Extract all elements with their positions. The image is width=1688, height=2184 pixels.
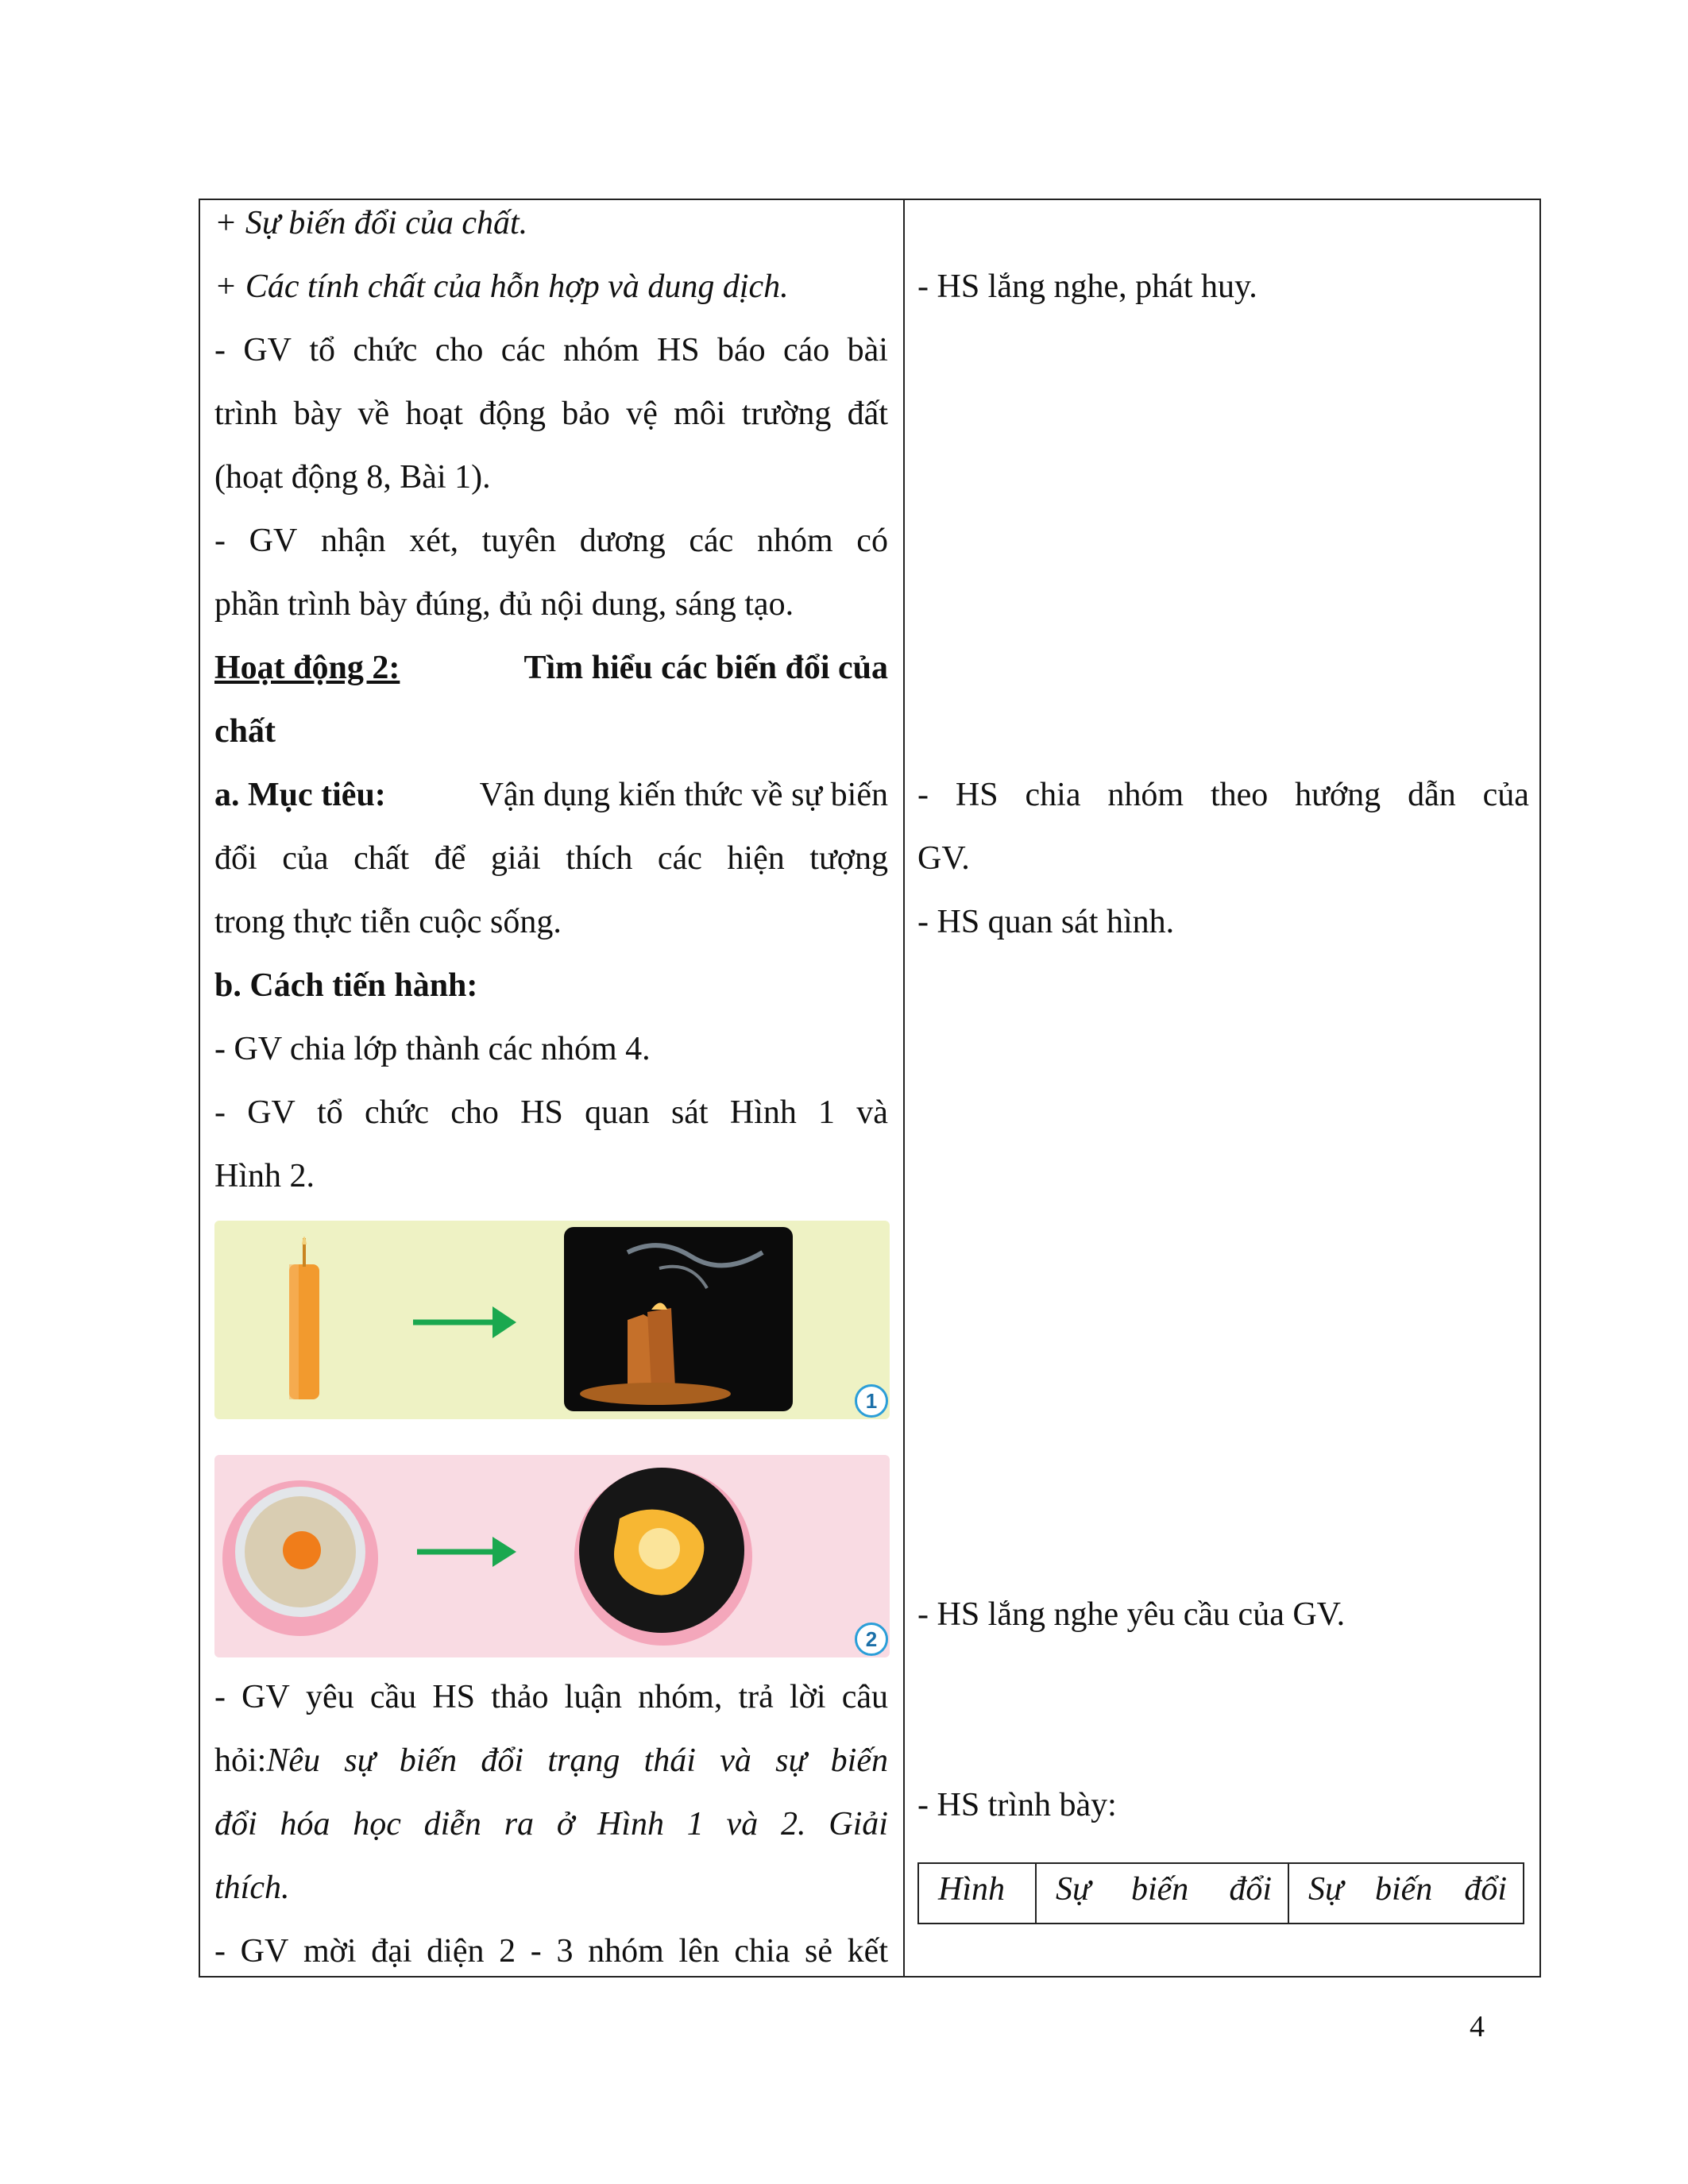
page-number: 4 — [1470, 2010, 1485, 2043]
procedure-heading: b. Cách tiến hành: — [214, 967, 478, 1004]
left-line-12: trong thực tiễn cuộc sống. — [214, 904, 562, 940]
word: - — [214, 1933, 226, 1970]
word: cáo — [782, 332, 830, 369]
left-line-15 — [214, 1096, 888, 1129]
word: hiện — [727, 840, 785, 877]
word: chức — [353, 332, 418, 369]
word: sẻ — [805, 1933, 833, 1970]
word: môi — [674, 396, 726, 432]
word: HS — [520, 1094, 563, 1131]
word: nhóm — [562, 332, 639, 369]
lesson-table — [199, 199, 1541, 1978]
word: 1 — [686, 1806, 704, 1843]
left-line-14: - GV chia lớp thành các nhóm 4. — [214, 1031, 651, 1067]
word: chức — [365, 1094, 430, 1131]
word: 2. — [780, 1806, 806, 1843]
word: nhóm — [1107, 777, 1184, 813]
word: sát — [670, 1094, 709, 1131]
word: quan — [585, 1094, 650, 1131]
word: - — [917, 777, 929, 813]
word: 3 — [556, 1933, 574, 1970]
word: theo — [1210, 777, 1269, 813]
word: bày — [293, 396, 342, 432]
left-line-11 — [214, 842, 888, 875]
left-line-6 — [214, 524, 888, 558]
word: trường — [741, 396, 832, 432]
egg-illustration — [214, 1455, 890, 1657]
word: các — [500, 332, 546, 369]
right-line-5: - HS lắng nghe yêu cầu của GV. — [917, 1596, 1346, 1633]
left-line-20: thích. — [214, 1870, 290, 1906]
objective-text: Vận dụng kiến thức về sự biến — [479, 777, 888, 813]
word: biến — [1374, 1871, 1433, 1908]
right-line-6: - HS trình bày: — [917, 1787, 1117, 1823]
word: đại — [371, 1933, 412, 1970]
left-line-18 — [214, 1744, 888, 1777]
result-table — [917, 1862, 1524, 1924]
right-line-1: - HS lắng nghe, phát huy. — [917, 268, 1257, 305]
word: 1 — [818, 1094, 836, 1131]
candle-illustration — [214, 1221, 890, 1419]
word: HS — [955, 777, 999, 813]
word: xét, — [409, 523, 459, 559]
word: chia — [734, 1933, 790, 1970]
word: các — [689, 523, 734, 559]
word: GV — [243, 332, 292, 369]
word: - — [214, 1679, 226, 1715]
right-line-3: GV. — [917, 840, 970, 877]
word: Hình — [597, 1806, 665, 1843]
left-line-21 — [214, 1935, 888, 1968]
word: của — [1482, 777, 1529, 813]
word: trả — [738, 1679, 774, 1715]
left-line-16: Hình 2. — [214, 1158, 315, 1194]
word: - — [214, 1094, 226, 1131]
left-line-1: + Sự biến đổi của chất. — [214, 205, 528, 241]
word: và — [856, 1094, 888, 1131]
word: cho — [450, 1094, 499, 1131]
word: bảo — [562, 396, 610, 432]
word: để — [434, 840, 466, 877]
left-line-19 — [214, 1808, 888, 1841]
word: về — [357, 396, 390, 432]
word: luận — [564, 1679, 622, 1715]
word: đất — [847, 396, 888, 432]
activity-2-title: Tìm hiểu các biến đổi của — [523, 650, 888, 686]
word: - — [530, 1933, 542, 1970]
word: Hình — [729, 1094, 797, 1131]
word: sự — [344, 1742, 376, 1779]
column-divider — [903, 200, 905, 1976]
word: lên — [678, 1933, 720, 1970]
word: bài — [847, 332, 888, 369]
word: Nêu — [266, 1742, 320, 1779]
word: trạng — [547, 1742, 620, 1779]
result-table-header-physical — [1037, 1864, 1289, 1923]
right-line-2 — [917, 778, 1529, 812]
word: và — [720, 1742, 751, 1779]
word: hướng — [1295, 777, 1381, 813]
left-line-7: phần trình bày đúng, đủ nội dung, sáng tạo. — [214, 586, 794, 623]
result-table-header-chemical — [1289, 1864, 1523, 1923]
word: tuyên — [481, 523, 557, 559]
question-prefix: hỏi: — [214, 1742, 267, 1779]
word: thảo — [491, 1679, 549, 1715]
figure-2-egg — [214, 1455, 890, 1657]
word: Giải — [829, 1806, 888, 1843]
objective-label: a. Mục tiêu: — [214, 777, 386, 813]
right-line-4: - HS quan sát hình. — [917, 904, 1175, 940]
word: biến — [830, 1742, 888, 1779]
word: hoạt — [405, 396, 463, 432]
word: diễn — [423, 1806, 481, 1843]
word: - — [214, 332, 226, 369]
result-table-header-figure: Hình — [919, 1864, 1037, 1923]
figure-1-candle — [214, 1221, 890, 1419]
word: chất — [353, 840, 410, 877]
left-line-5: (hoạt động 8, Bài 1). — [214, 459, 491, 496]
figure-1-badge: 1 — [855, 1384, 888, 1418]
word: câu — [841, 1679, 888, 1715]
word: GV — [247, 1094, 295, 1131]
word: có — [856, 523, 888, 559]
word: dương — [579, 523, 666, 559]
word: GV — [241, 1679, 290, 1715]
objective-line — [214, 778, 888, 812]
word: giải — [490, 840, 541, 877]
word: đổi — [214, 1806, 257, 1843]
word: và — [726, 1806, 759, 1843]
word: đổi — [214, 840, 257, 877]
word: dẫn — [1408, 777, 1456, 813]
word: HS — [432, 1679, 476, 1715]
activity-2-heading — [214, 651, 888, 685]
word: yêu — [306, 1679, 354, 1715]
word: HS — [656, 332, 700, 369]
left-line-17 — [214, 1680, 888, 1714]
word: sự — [775, 1742, 807, 1779]
word: cầu — [369, 1679, 417, 1715]
word: chia — [1025, 777, 1081, 813]
word: thái — [643, 1742, 696, 1779]
word: động — [479, 396, 547, 432]
word: mời — [303, 1933, 357, 1970]
word: ở — [556, 1806, 575, 1843]
word: của — [282, 840, 329, 877]
figure-2-badge: 2 — [855, 1623, 888, 1656]
word: nhóm — [588, 1933, 664, 1970]
word: thích — [566, 840, 633, 877]
word: đổi — [1464, 1871, 1507, 1908]
left-line-3 — [214, 334, 888, 367]
word: báo — [717, 332, 766, 369]
word: cho — [435, 332, 484, 369]
word: 2 — [499, 1933, 516, 1970]
question-text — [266, 1744, 888, 1777]
word: Sự — [1308, 1871, 1343, 1908]
word: các — [657, 840, 702, 877]
word: tượng — [809, 840, 888, 877]
activity-2-label: Hoạt động 2: — [214, 650, 400, 686]
word: trình — [214, 396, 278, 432]
word: GV — [240, 1933, 289, 1970]
word: tổ — [317, 1094, 343, 1131]
word: GV — [249, 523, 298, 559]
word: đổi — [1229, 1871, 1272, 1908]
activity-2-title-cont: chất — [214, 713, 276, 750]
word: học — [353, 1806, 401, 1843]
left-line-2: + Các tính chất của hỗn hợp và dung dịch. — [214, 268, 789, 305]
word: lời — [789, 1679, 826, 1715]
word: ra — [504, 1806, 535, 1843]
left-line-4 — [214, 397, 888, 430]
word: kết — [847, 1933, 888, 1970]
word: tổ — [309, 332, 335, 369]
word: nhận — [320, 523, 386, 559]
word: biến — [1130, 1871, 1189, 1908]
word: nhóm, — [638, 1679, 723, 1715]
word: vệ — [626, 396, 658, 432]
word: nhóm — [756, 523, 833, 559]
word: đổi — [481, 1742, 524, 1779]
word: Sự — [1056, 1871, 1091, 1908]
word: biến — [399, 1742, 458, 1779]
word: diện — [427, 1933, 485, 1970]
word: - — [214, 523, 226, 559]
word: hóa — [280, 1806, 330, 1843]
